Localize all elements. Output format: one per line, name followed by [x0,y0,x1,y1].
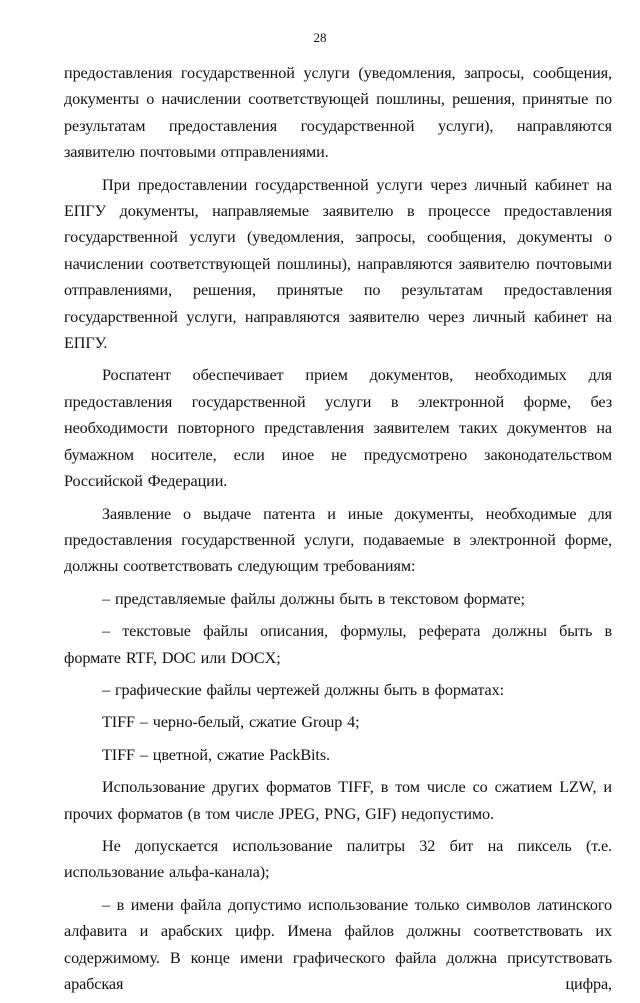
paragraph-2: При предоставлении государственной услуги через личный кабинет на ЕПГУ документы, направляемые заявителю в процессе предоставления государственной услуги (уведомления, запросы, сообщения, документы о начислении соответствующей пошлины), направляются заявителю почтовыми отправлениями, решения, принятые по результатам предоставления государственной услуги, направляются заявителю через личный кабинет на ЕПГУ. [64,175,612,353]
paragraph-4: Заявление о выдаче патента и иные документы, необходимые для предоставления государственной услуги, подаваемые в электронной форме, должны соответствовать следующим требованиям: [64,504,612,576]
page-number: 28 [313,30,327,45]
paragraph-3: Роспатент обеспечивает прием документов, необходимых для предоставления государственной услуги в электронной форме, без необходимости повторного представления заявителем таких документов на бумажном носителе, если иное не предусмотрено законодательством Российской Федерации. [64,366,612,491]
paragraph-1: предоставления государственной услуги (уведомления, запросы, сообщения, документы о начислении соответствующей пошлины, решения, принятые по результатам предоставления государственной услуги), направляются заявителю почтовыми отправлениями. [64,64,612,162]
list-item-text-format: – представляемые файлы должны быть в текстовом формате; [102,589,525,608]
tiff-bw-item: TIFF – черно-белый, сжатие Group 4; [102,713,360,732]
list-item-graphic-files: – графические файлы чертежей должны быть в форматах: [102,680,504,699]
list-item-filename: – в имени файла допустимо использование только символов латинского алфавита и арабских цифр. Имена файлов должны соответствовать их содержимому. В конце имени графического файла должна присутствовать арабская цифра, [64,895,612,993]
list-item-text-files: – текстовые файлы описания, формулы, реферата должны быть в формате RTF, DOC или DOCX; [64,622,612,667]
paragraph-other-formats: Использование других форматов TIFF, в том числе со сжатием LZW, и прочих форматов (в том числе JPEG, PNG, GIF) недопустимо. [64,778,612,823]
paragraph-palette: Не допускается использование палитры 32 бит на пиксель (т.е. использование альфа-канала); [64,836,612,882]
document-body [64,60,612,1003]
tiff-color-item: TIFF – цветной, сжатие PackBits. [102,745,330,764]
